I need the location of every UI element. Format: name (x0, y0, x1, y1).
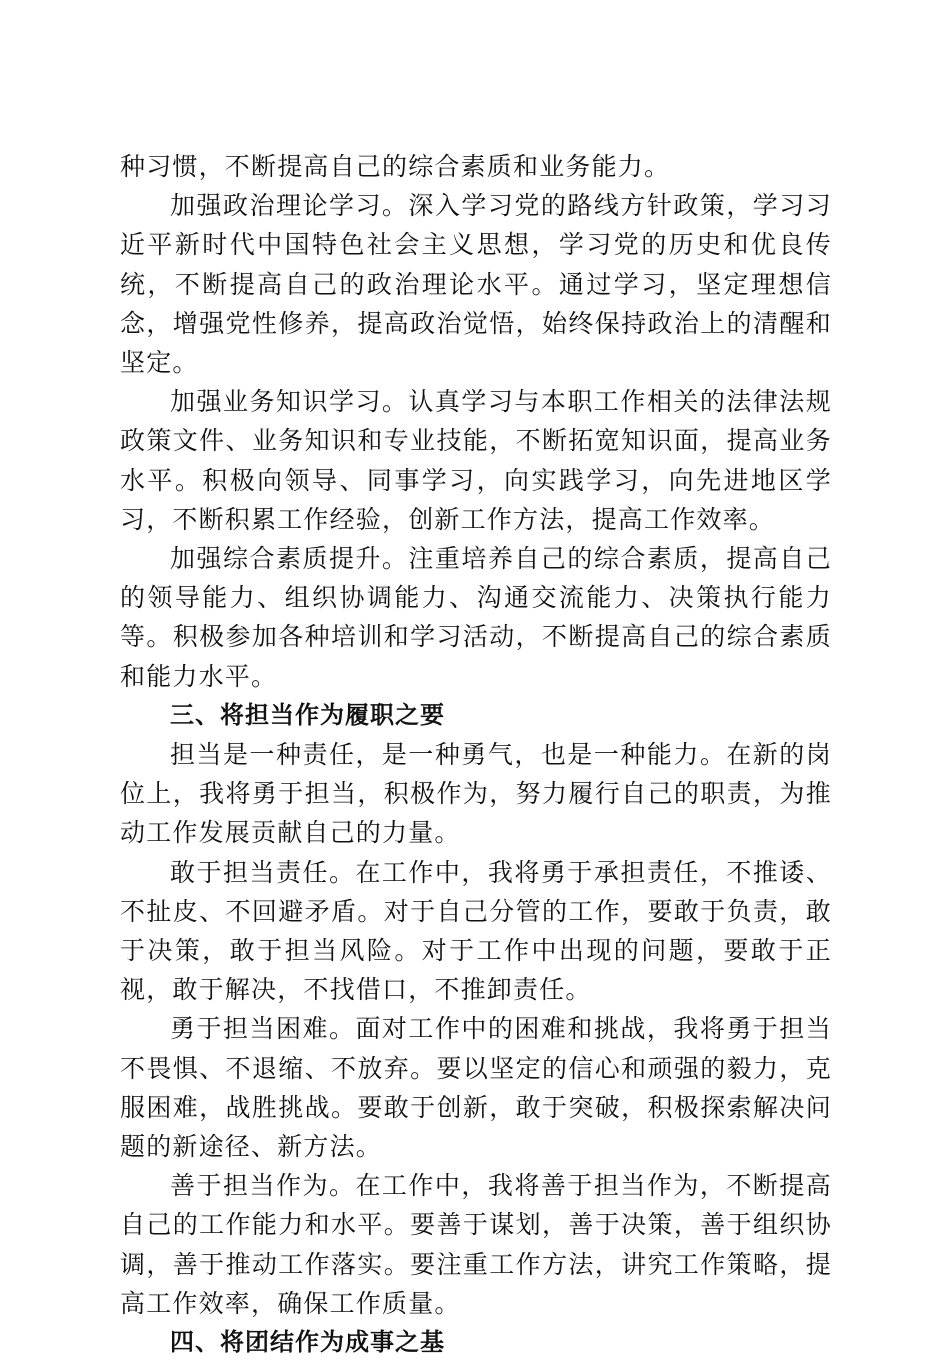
paragraph-comprehensive-quality: 加强综合素质提升。注重培养自己的综合素质，提高自己的领导能力、组织协调能力、沟通交流能力、决策执行能力等。积极参加各种培训和学习活动，不断提高自己的综合素质和能力水平。 (120, 544, 832, 691)
paragraph-responsibility-intro: 担当是一种责任，是一种勇气，也是一种能力。在新的岗位上，我将勇于担当，积极作为，努力履行自己的职责，为推动工作发展贡献自己的力量。 (120, 740, 832, 848)
document-body (120, 147, 832, 1362)
paragraph-political-theory: 加强政治理论学习。深入学习党的路线方针政策，学习习近平新时代中国特色社会主义思想，学习党的历史和优良传统，不断提高自己的政治理论水平。通过学习，坚定理想信念，增强党性修养，提高政治觉悟，始终保持政治上的清醒和坚定。 (120, 191, 832, 378)
section-heading-4: 四、将团结作为成事之基 (170, 1328, 445, 1357)
section-heading-3: 三、将担当作为履职之要 (170, 700, 445, 729)
paragraph-business-knowledge: 加强业务知识学习。认真学习与本职工作相关的法律法规政策文件、业务知识和专业技能，不断拓宽知识面，提高业务水平。积极向领导、同事学习，向实践学习，向先进地区学习，不断积累工作经验，创新工作方法，提高工作效率。 (120, 387, 832, 534)
paragraph-good-at-acting: 善于担当作为。在工作中，我将善于担当作为，不断提高自己的工作能力和水平。要善于谋划，善于决策，善于组织协调，善于推动工作落实。要注重工作方法，讲究工作策略，提高工作效率，确保工作质量。 (120, 1171, 832, 1318)
paragraph-dare-responsibility: 敢于担当责任。在工作中，我将勇于承担责任，不推诿、不扯皮、不回避矛盾。对于自己分管的工作，要敢于负责，敢于决策，敢于担当风险。对于工作中出现的问题，要敢于正视，敢于解决，不找借口，不推卸责任。 (120, 857, 832, 1005)
paragraph-face-difficulty: 勇于担当困难。面对工作中的困难和挑战，我将勇于担当不畏惧、不退缩、不放弃。要以坚定的信心和顽强的毅力，克服困难，战胜挑战。要敢于创新，敢于突破，积极探索解决问题的新途径、新方法。 (120, 1014, 832, 1162)
paragraph-continuation: 种习惯，不断提高自己的综合素质和业务能力。 (120, 152, 671, 181)
